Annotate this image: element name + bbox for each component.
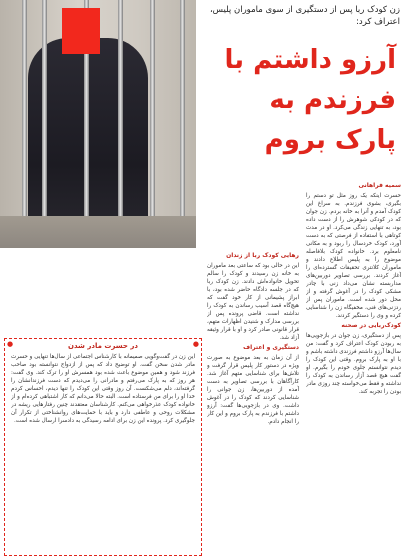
column-middle — [207, 250, 299, 555]
box-text: این زن در گفت‌وگویی صمیمانه با کارشناس اجتماعی از سال‌ها تنهایی و حسرت مادر شدن سخن گفت. او توضیح داد که پس از ازدواج نتوانسته بود صاحب فرزند شود و همین موضوع باعث شده بود همسرش او را ترک کند. وی گفت: هر روز که به پارک می‌رفتم و مادرانی را می‌دیدم که دست فرزندانشان را گرفته‌اند، دلم می‌شکست. آن روز وقتی این کودک را تنها دیدم، احساس کردم خدا او را برای من فرستاده است. البته حالا می‌دانم که کار اشتباهی کرده‌ام و از خانواده کودک عذرخواهی می‌کنم. کارشناسان معتقدند چنین رفتارهایی ریشه در مشکلات روحی و عاطفی دارد و باید با حمایت‌های روانشناختی از تکرار آن جلوگیری کرد. پرونده این زن برای ادامه رسیدگی به دادسرا ارسال شده است. — [11, 354, 195, 424]
box-corner-marker-icon: ● — [7, 340, 14, 348]
prison-bar — [42, 0, 47, 248]
article-headline: آرزو داشتم با فرزندم به پارک بروم — [224, 45, 396, 155]
article-kicker: زن کودک ربا پس از دستگیری از سوی ماموران پلیس، اعتراف کرد: — [209, 5, 400, 27]
prison-bar — [118, 0, 123, 248]
column-middle-text-2: از آن زمان به بعد موضوع به صورت ویژه در دستور کار پلیس قرار گرفت و تلاش‌ها برای شناسایی متهم آغاز شد. کارآگاهان با بررسی تصاویر به دست آمده از دوربین‌ها، زن جوانی را شناسایی کردند که کودک را در آغوش داشت. وی در بازجویی‌ها گفت: آرزو داشتم با فرزندم به پارک بروم و این کار را انجام دادم. — [207, 355, 299, 425]
column-middle-heading: رهایی کودک ربا از زندان — [226, 252, 299, 259]
prison-bar — [150, 0, 155, 248]
column-right-text: حسرت اینکه یک روز مثل تو دستم را بگیری، بشوی فرزندم. به سراغ این کودک آمدم و آنرا به خانه بردم. زن جوان که در کودکی شوهرش را از دست داده بود، به تنهایی زندگی می‌کرد. او در مدت کوتاهی با استفاده از فرصتی که به دست آورد، کودک خردسال را ربود و به مکانی نامعلوم برد. خانواده کودک بلافاصله موضوع را به پلیس اطلاع دادند و ماموران کلانتری تحقیقات گسترده‌ای را آغاز کردند. بررسی تصاویر دوربین‌های مداربسته نشان می‌داد زنی با چادر مشکی کودک را در آغوش گرفته و از محل دور شده است. ماموران پس از ردزنی‌های فنی، مخفیگاه زن را شناسایی کرده و وی را دستگیر کردند. — [306, 193, 401, 319]
column-right-heading: سمیه فراهانی — [358, 182, 401, 189]
box-title: در حسرت مادر شدن — [68, 342, 138, 350]
photo-floor — [0, 216, 196, 248]
column-right — [306, 180, 401, 555]
sidebar-box — [4, 338, 202, 556]
column-middle-text: این در حالی بود که ساعتی بعد ماموران به خانه زن رسیدند و کودک را سالم تحویل خانواده‌اش دادند. زن کودک ربا که در جلسه دادگاه حاضر شده بود، با ابراز پشیمانی از کار خود گفت که هیچ‌گاه قصد آسیب رساندن به کودک را نداشته است. قاضی پرونده پس از بررسی مدارک و شنیدن اظهارات متهم، قرار قانونی صادر کرد و او با قرار وثیقه آزاد شد. — [207, 263, 299, 341]
prison-bar — [22, 0, 27, 248]
column-middle-subheading: دستگیری و اعتراف — [243, 344, 299, 351]
article-photo — [0, 0, 196, 248]
prison-bar — [180, 0, 185, 248]
box-corner-marker-icon: ● — [192, 340, 199, 348]
column-right-subheading: کودک‌ربایی در صحنه — [341, 322, 401, 329]
column-right-text-2: پس از دستگیری، زن جوان در بازجویی‌ها به ربودن کودک اعتراف کرد و گفت: من سال‌ها آرزو داشتم فرزندی داشته باشم و با او به پارک بروم. وقتی این کودک را دیدم نتوانستم جلوی خودم را بگیرم. او گفت هیچ قصد آزار رساندن به کودک را نداشته و فقط می‌خواسته چند روزی مادر بودن را تجربه کند. — [306, 333, 401, 395]
face-censor-block — [62, 8, 100, 54]
